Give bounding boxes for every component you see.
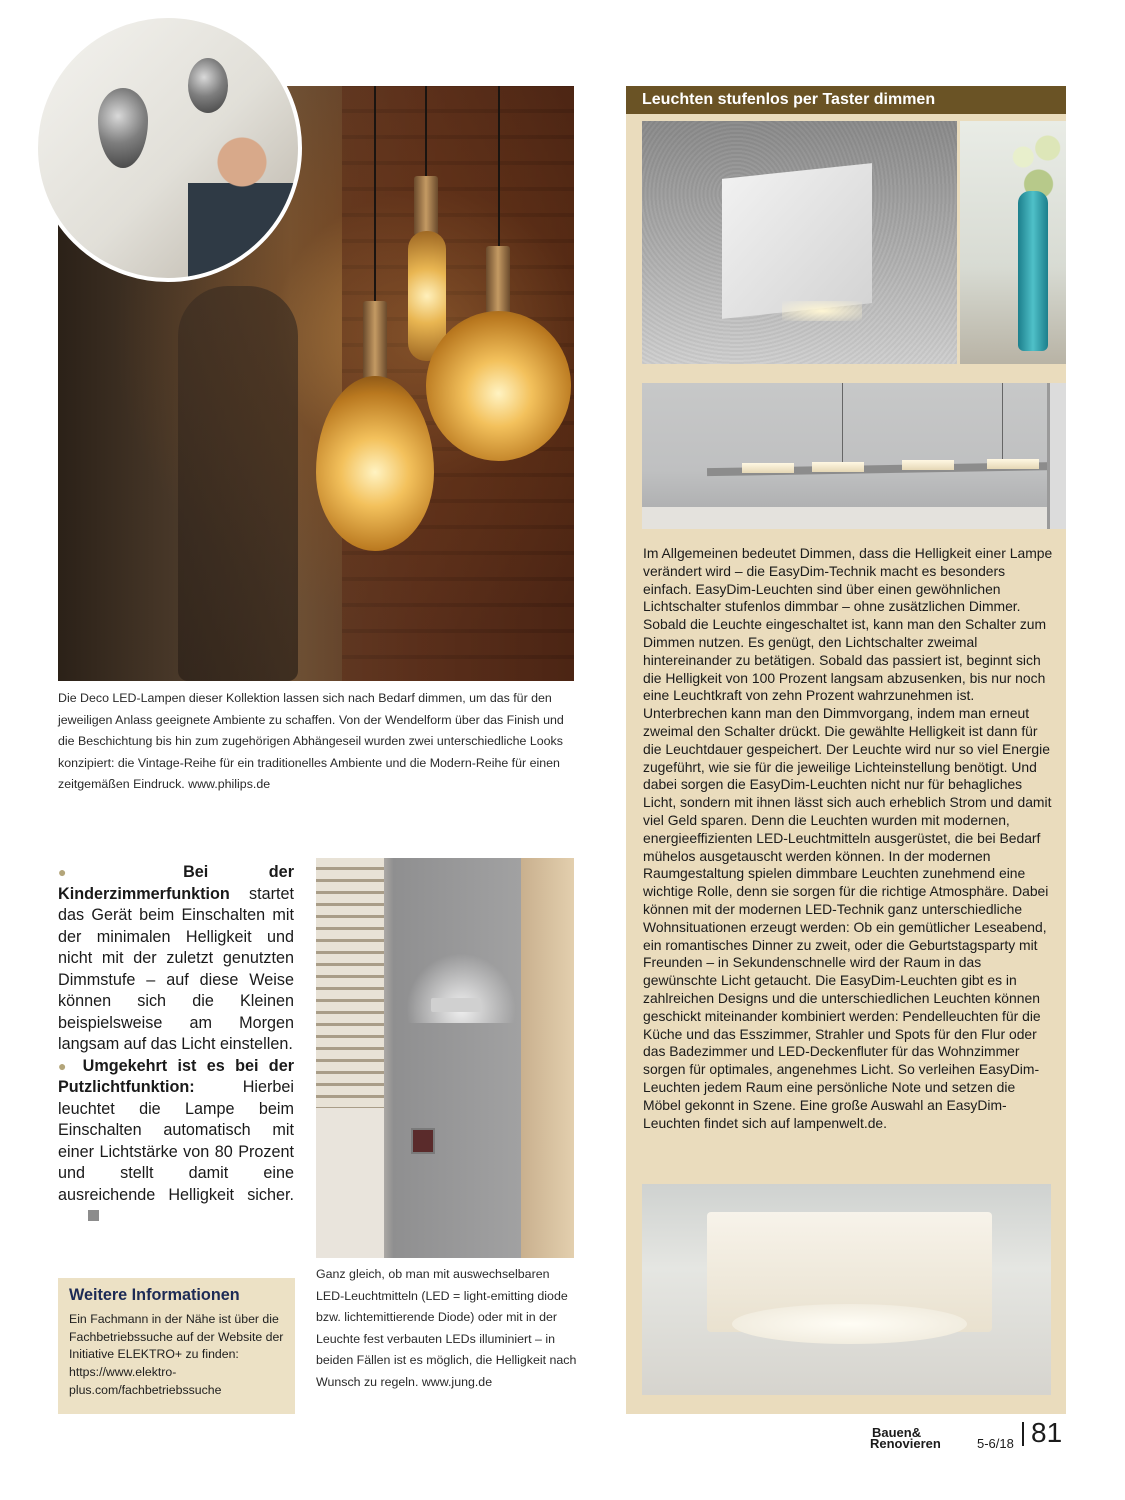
light-glow: [406, 953, 516, 1023]
bullet-icon: ●: [58, 864, 123, 880]
circle-inset-photo: [34, 14, 302, 282]
paragraph-text: startet das Gerät beim Einschalten mit der minimalen Helligkeit und nicht mit der zuletzt genutzten Dimmstufe – auf diese Weise können sich die Kleinen beispielsweise am Morgen langsam auf das Licht einstellen.: [58, 884, 294, 1053]
wall-sconce: [431, 998, 481, 1012]
paragraph: [58, 862, 294, 1056]
light-glow: [782, 301, 862, 321]
page-number: 81: [1031, 1417, 1063, 1448]
info-text: Ein Fachmann in der Nähe ist über die Fachbetriebssuche auf der Website der Initiative ELEKTRO+ zu finden: https://www.elektro-plus.com/fachbetriebssuche: [69, 1312, 284, 1397]
led-panel: [812, 462, 864, 472]
info-box: [58, 1278, 295, 1414]
wood-panel: [521, 858, 574, 1258]
diffuser: [732, 1304, 967, 1344]
cord: [374, 86, 376, 301]
paragraph-text: Hierbei leuchtet die Lampe beim Einschalten automatisch mit einer Lichtstärke von 80 Prozent und stellt damit eine ausreichende Helligkeit sicher.: [58, 1078, 294, 1204]
person-silhouette: [178, 286, 298, 681]
vase-photo: [960, 121, 1066, 364]
vase: [1018, 191, 1048, 351]
wall-switch: [411, 1128, 435, 1154]
sideboard: [642, 507, 1066, 529]
led-panel: [742, 463, 794, 473]
info-title: Weitere Informationen: [69, 1286, 240, 1304]
mid-photo-caption: Ganz gleich, ob man mit auswechselbaren LED-Leuchtmitteln (LED = light-emitting diode bzw. lichtemittierende Diode) oder mit in der Leuchte fest verbauten LEDs illuminiert – in beiden Fällen ist es möglich, die Helligkeit nach Wunsch zu regeln. www.jung.de: [316, 1267, 577, 1389]
window-blind-lower: [316, 1108, 384, 1258]
wire: [1002, 383, 1003, 465]
cube-light: [722, 163, 872, 319]
grey-bulb: [188, 58, 228, 113]
cord: [425, 86, 427, 176]
body-text-left: [58, 862, 294, 1228]
picture-frame: [1047, 383, 1066, 529]
socket: [414, 176, 438, 236]
paragraph: [58, 1056, 294, 1228]
brand-line: Renovieren: [870, 1436, 941, 1451]
man-figure: [188, 128, 302, 282]
magazine-brand: [870, 1427, 941, 1449]
pendant-bar-light-photo: [642, 383, 1066, 529]
footer-divider: [1022, 1422, 1024, 1446]
issue-number: 5-6/18: [977, 1436, 1014, 1451]
wall-sconce-photo: [316, 858, 574, 1258]
paragraph-lead: Bei der Kinderzimmerfunktion: [58, 863, 294, 903]
sidebar-header: Leuchten stufenlos per Taster dimmen: [626, 86, 1066, 114]
paragraph-lead: Umgekehrt ist es bei der Putzlichtfunktion:: [58, 1056, 294, 1096]
ceiling-light-photo: [642, 1184, 1051, 1395]
bulb-globe: [426, 311, 571, 461]
grey-bulb: [98, 88, 148, 168]
cube-wall-light-photo: [642, 121, 957, 364]
socket: [363, 301, 387, 381]
brand-line: Bauen&: [872, 1425, 922, 1440]
socket: [486, 246, 510, 316]
sidebar-body-text: Im Allgemeinen bedeutet Dimmen, dass die Helligkeit einer Lampe verändert wird – die EasyDim-Technik macht es besonders einfach. EasyDim-Leuchten sind über einen gewöhnlichen Lichtschalter stufenlos dimmbar – ohne zusätzlichen Dimmer. Sobald die Leuchte eingeschaltet ist, kann man den Schalter zum Dimmen nutzen. Es genügt, den Lichtschalter zweimal hintereinander zu betätigen. Sobald das passiert ist, beginnt sich die Helligkeit von 100 Prozent langsam abzusenken, bis nur noch eine Leuchtkraft von zehn Prozent wahrzunehmen ist. Unterbrechen kann man den Dimmvorgang, indem man erneut zweimal den Schalter drückt. Die gewählte Helligkeit ist dann für die Leuchtdauer gespeichert. Der Leuchte wird nur so viel Energie zugeführt, wie sie für die jeweilige Lichteinstellung benötigt. Und dabei sorgen die EasyDim-Leuchten nicht nur für behagliches Licht, sondern mit ihnen lässt sich auch erheblich Strom und damit viel Geld sparen. Denn die Leuchten wurden mit modernen, energieeffizienten LED-Leuchtmitteln ausgerüstet, die bei Bedarf mühelos ausgetauscht werden können. In der modernen Raumgestaltung spielen dimmbare Leuchten zunehmend eine wichtige Rolle, denn sie sorgen für die richtige Atmosphäre. Dabei können mit der modernen LED-Technik ganz unterschiedliche Wohnsituationen erzeugt werden: Ob ein gemütlicher Leseabend, ein romantisches Dinner zu zweit, oder die Geburtstagsparty mit Freunden – in Sekundenschnelle wird der Raum in das gewünschte Licht getaucht. Die EasyDim-Leuchten gibt es in zahlreichen Designs und die unterschiedlichen Leuchten können geschickt miteinander kombiniert werden: Pendelleuchten für die Küche und das Esszimmer, Strahler und Spots für den Flur oder das Badezimmer und LED-Deckenfluter für das Wohnzimmer sorgen für optimales, angenehmes Licht. So verleihen EasyDim-Leuchten jedem Raum eine persönliche Note und setzen die Möbel gekonnt in Szene. Eine große Auswahl an EasyDim-Leuchten findet sich auf lampenwelt.de.: [643, 545, 1053, 1131]
bullet-icon: ●: [58, 1057, 73, 1074]
cord: [498, 86, 500, 246]
end-mark-icon: [88, 1210, 99, 1221]
wire: [842, 383, 843, 465]
led-panel: [987, 459, 1039, 469]
main-photo-caption: Die Deco LED-Lampen dieser Kollektion lassen sich nach Bedarf dimmen, um das für den jeweiligen Anlass geeignete Ambiente zu schaffen. Von der Wendelform über das Finish und die Beschichtung bis hin zum zugehörigen Abhängeseil wurden zwei unterschiedliche Looks konzipiert: die Vintage-Reihe für ein traditionelles Ambiente und die Modern-Reihe für einen zeitgemäßen Eindruck. www.philips.de: [58, 691, 564, 792]
led-panel: [902, 460, 954, 470]
